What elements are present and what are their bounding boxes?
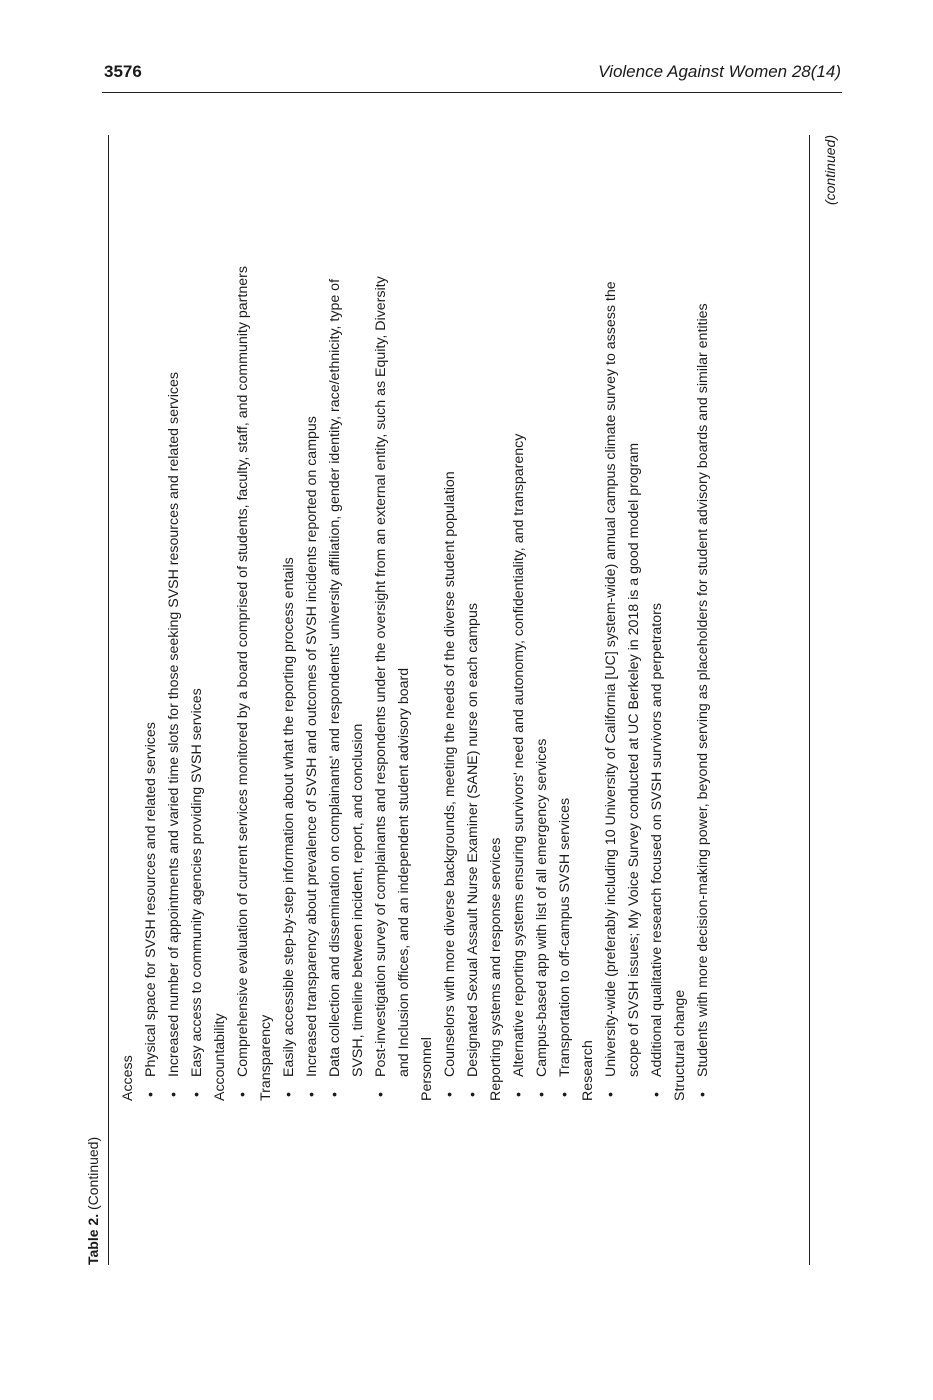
bullet-text: Post-investigation survey of complainants and respondents under the oversight from an external entity, such as Equity, Diversity and Inclusion offices, and an independent student advisory board [373,276,412,1077]
bullet-item [508,261,531,1101]
bullet-item [692,261,715,1101]
bullet-icon: • [281,1092,297,1097]
bullet-text: Increased number of appointments and varied time slots for those seeking SVSH resources and related services [166,371,182,1077]
bullet-item [646,261,669,1101]
bullet-item [439,261,462,1101]
bullet-icon: • [143,1092,159,1097]
bullet-text: Students with more decision-making power, beyond serving as placeholders for student advisory boards and similar entities [695,303,711,1077]
bullet-icon: • [603,1092,619,1097]
bullet-item [462,261,485,1101]
section-heading: Access [120,1055,136,1101]
bullet-item [186,261,209,1101]
table-caption-suffix: (Continued) [85,1136,101,1211]
bullet-item [554,261,577,1101]
bullet-text: Increased transparency about prevalence of SVSH and outcomes of SVSH incidents reported on campus [304,416,320,1077]
bullet-icon: • [189,1092,205,1097]
table-body [117,261,715,1101]
bullet-item [600,261,646,1101]
bullet-icon: • [534,1092,550,1097]
bullet-item [324,261,370,1101]
bullet-text: Transportation to off-campus SVSH services [557,797,573,1077]
continued-note: (continued) [822,135,838,206]
section-heading: Structural change [672,989,688,1101]
bullet-icon: • [327,1092,343,1097]
bullet-text: Easy access to community agencies providing SVSH services [189,688,205,1077]
table-bottom-rule [809,135,810,1265]
bullet-icon: • [649,1092,665,1097]
bullet-text: Campus-based app with list of all emergency services [534,738,550,1077]
bullet-item [301,261,324,1101]
bullet-item [140,261,163,1101]
section-heading: Transparency [258,1014,274,1101]
bullet-icon: • [442,1092,458,1097]
bullet-text: Data collection and dissemination on complainants' and respondents' university affiliation, gender identity, race/ethnicity, type of SVSH, timeline between incident, report, and conclusion [327,278,366,1077]
bullet-icon: • [695,1092,711,1097]
bullet-icon: • [373,1092,389,1097]
bullet-icon: • [304,1092,320,1097]
bullet-item [232,261,255,1101]
bullet-text: University-wide (preferably including 10 University of California [UC] system-wide) annual campus climate survey to assess the scope of SVSH issues; My Voice Survey conducted at UC Berkeley in 2018 is a good model program [603,281,642,1077]
table-caption [85,1137,101,1265]
bullet-icon: • [465,1092,481,1097]
bullet-text: Additional qualitative research focused on SVSH survivors and perpetrators [649,603,665,1077]
rotated-table [85,135,855,1265]
bullet-text: Comprehensive evaluation of current services monitored by a board comprised of students, faculty, staff, and community partners [235,266,251,1077]
bullet-text: Physical space for SVSH resources and related services [143,722,159,1077]
bullet-item [163,261,186,1101]
bullet-text: Designated Sexual Assault Nurse Examiner (SANE) nurse on each campus [465,603,481,1077]
section-heading: Personnel [419,1037,435,1101]
bullet-text: Easily accessible step-by-step information about what the reporting process entails [281,557,297,1077]
bullet-text: Alternative reporting systems ensuring survivors' need and autonomy, confidentiality, and transparency [511,433,527,1077]
bullet-text: Counselors with more diverse backgrounds, meeting the needs of the diverse student population [442,471,458,1077]
section-heading: Reporting systems and response services [488,837,504,1101]
bullet-item [278,261,301,1101]
bullet-item [370,261,416,1101]
journal-title: Violence Against Women 28(14) [598,62,841,81]
bullet-icon: • [166,1092,182,1097]
bullet-icon: • [557,1092,573,1097]
table-top-rule [108,135,109,1265]
header-divider [102,92,842,93]
section-heading: Accountability [212,1013,228,1101]
table-caption-label: Table 2. [85,1213,101,1265]
section-heading: Research [580,1040,596,1101]
bullet-item [531,261,554,1101]
page-number: 3576 [104,62,142,81]
bullet-icon: • [511,1092,527,1097]
bullet-icon: • [235,1092,251,1097]
